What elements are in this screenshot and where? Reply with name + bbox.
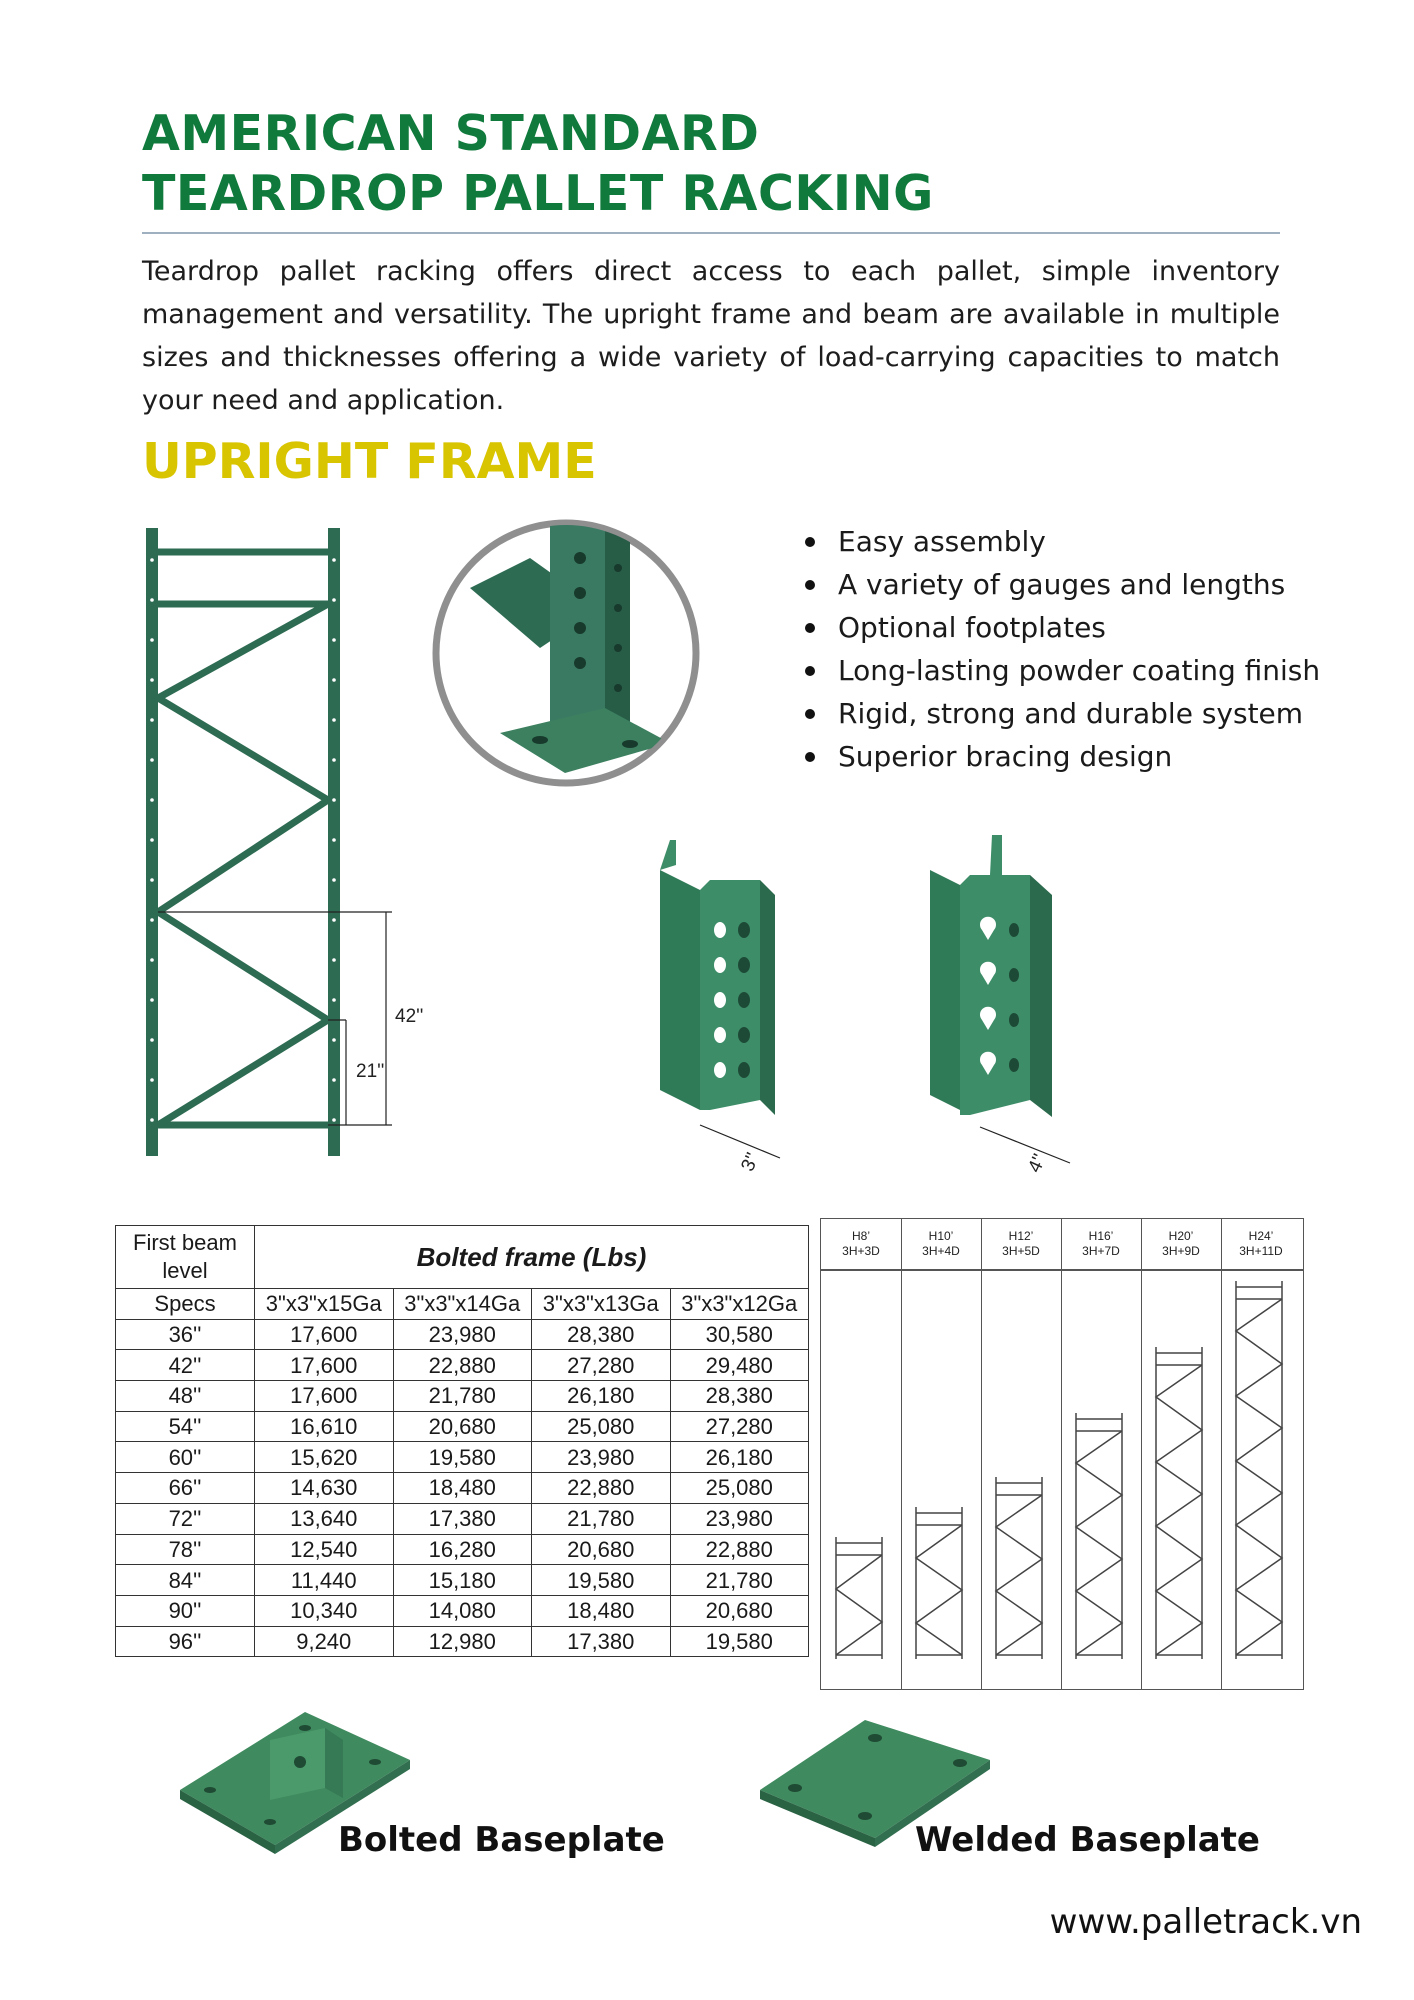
- table-cell: 20,680: [393, 1411, 532, 1442]
- load-capacity-table: [115, 1225, 809, 1657]
- feature-item: Superior bracing design: [800, 735, 1360, 778]
- table-cell: 21,780: [532, 1503, 671, 1534]
- table-cell: 14,080: [393, 1595, 532, 1626]
- bolted-baseplate-label: Bolted Baseplate: [338, 1820, 665, 1860]
- table-row: [116, 1381, 809, 1412]
- table-cell: 21,780: [670, 1565, 809, 1596]
- feature-item: A variety of gauges and lengths: [800, 563, 1360, 606]
- table-cell: 26,180: [532, 1381, 671, 1412]
- table-cell: 17,380: [532, 1626, 671, 1657]
- height-value: H10’: [928, 1229, 954, 1243]
- height-value: H24’: [1248, 1229, 1274, 1243]
- dimension-42-label: 42'': [395, 1006, 424, 1027]
- dimension-3-label: 3'': [737, 1149, 764, 1175]
- table-cell: 23,980: [393, 1319, 532, 1350]
- table-cell: 78'': [116, 1534, 255, 1565]
- frame-holes: [150, 558, 336, 1122]
- height-value: H12’: [1008, 1229, 1034, 1243]
- feature-item: Optional footplates: [800, 606, 1360, 649]
- table-cell: 11,440: [255, 1565, 394, 1596]
- intro-paragraph: Teardrop pallet racking offers direct access to each pallet, simple inventory management and versatility. The upright frame and beam are available in multiple sizes and thicknesses offering a wide variety of load-carrying capacities to match your need and application.: [142, 256, 1280, 416]
- table-cell: 96'': [116, 1626, 255, 1657]
- table-cell: 23,980: [532, 1442, 671, 1473]
- table-cell: 16,280: [393, 1534, 532, 1565]
- bolted-frame-header: Bolted frame (Lbs): [255, 1226, 809, 1289]
- table-row: [116, 1319, 809, 1350]
- upright-base-detail: [430, 518, 702, 788]
- table-cell: 26,180: [670, 1442, 809, 1473]
- table-cell: 66'': [116, 1473, 255, 1504]
- table-row: [116, 1626, 809, 1657]
- table-cell: 22,880: [532, 1473, 671, 1504]
- height-value: H16’: [1088, 1229, 1114, 1243]
- table-cell: 29,480: [670, 1350, 809, 1381]
- table-cell: 19,580: [393, 1442, 532, 1473]
- table-row: [116, 1411, 809, 1442]
- height-config: 3H+9D: [1162, 1244, 1200, 1258]
- table-cell: 72'': [116, 1503, 255, 1534]
- table-cell: 14,630: [255, 1473, 394, 1504]
- column-header: 3"x3"x15Ga: [255, 1289, 394, 1320]
- feature-item: Easy assembly: [800, 520, 1360, 563]
- table-cell: 54'': [116, 1411, 255, 1442]
- feature-item: Rigid, strong and durable system: [800, 692, 1360, 735]
- upright-column-4in: [910, 835, 1090, 1185]
- table-cell: 28,380: [670, 1381, 809, 1412]
- table-cell: 20,680: [532, 1534, 671, 1565]
- table-cell: 22,880: [670, 1534, 809, 1565]
- table-cell: 25,080: [670, 1473, 809, 1504]
- table-cell: 16,610: [255, 1411, 394, 1442]
- table-cell: 18,480: [532, 1595, 671, 1626]
- table-cell: 19,580: [670, 1626, 809, 1657]
- table-cell: 90'': [116, 1595, 255, 1626]
- table-cell: 18,480: [393, 1473, 532, 1504]
- table-cell: 15,620: [255, 1442, 394, 1473]
- table-cell: 9,240: [255, 1626, 394, 1657]
- table-cell: 17,380: [393, 1503, 532, 1534]
- dimension-21-label: 21'': [356, 1061, 385, 1082]
- feature-item: Long-lasting powder coating finish: [800, 649, 1360, 692]
- table-row: [116, 1503, 809, 1534]
- page-title: [142, 104, 1282, 224]
- table-cell: 22,880: [393, 1350, 532, 1381]
- table-cell: 17,600: [255, 1350, 394, 1381]
- website-url: www.palletrack.vn: [1049, 1902, 1362, 1942]
- title-line-1: AMERICAN STANDARD: [142, 105, 760, 162]
- title-line-2: TEARDROP PALLET RACKING: [142, 165, 934, 222]
- title-divider: [142, 232, 1280, 234]
- table-cell: 84'': [116, 1565, 255, 1596]
- table-cell: 21,780: [393, 1381, 532, 1412]
- table-row: [116, 1595, 809, 1626]
- table-cell: 42'': [116, 1350, 255, 1381]
- table-cell: 12,540: [255, 1534, 394, 1565]
- table-cell: 36'': [116, 1319, 255, 1350]
- column-header: 3"x3"x12Ga: [670, 1289, 809, 1320]
- table-row: [116, 1473, 809, 1504]
- table-cell: 27,280: [670, 1411, 809, 1442]
- table-cell: 17,600: [255, 1381, 394, 1412]
- table-row: [116, 1442, 809, 1473]
- table-cell: 12,980: [393, 1626, 532, 1657]
- table-cell: 28,380: [532, 1319, 671, 1350]
- upright-column-3in: [640, 840, 810, 1180]
- table-cell: 25,080: [532, 1411, 671, 1442]
- table-cell: 20,680: [670, 1595, 809, 1626]
- height-config: 3H+7D: [1082, 1244, 1120, 1258]
- column-header: 3"x3"x14Ga: [393, 1289, 532, 1320]
- height-value: H20’: [1168, 1229, 1194, 1243]
- specs-header: Specs: [116, 1289, 255, 1320]
- upright-frame-diagram: [130, 520, 450, 1160]
- table-row: [116, 1350, 809, 1381]
- table-row: [116, 1565, 809, 1596]
- table-cell: 17,600: [255, 1319, 394, 1350]
- table-cell: 27,280: [532, 1350, 671, 1381]
- table-cell: 19,580: [532, 1565, 671, 1596]
- dimension-4-label: 4'': [1024, 1150, 1051, 1176]
- column-header: 3"x3"x13Ga: [532, 1289, 671, 1320]
- table-spec-row: [116, 1289, 809, 1320]
- frame-height-chart: [820, 1218, 1304, 1690]
- section-title-upright-frame: UPRIGHT FRAME: [142, 433, 597, 490]
- feature-list: [800, 520, 1360, 778]
- height-config: 3H+4D: [922, 1244, 960, 1258]
- table-cell: 48'': [116, 1381, 255, 1412]
- dimension-lines: [158, 912, 392, 1125]
- table-header-row: [116, 1226, 809, 1289]
- welded-baseplate-label: Welded Baseplate: [915, 1820, 1260, 1860]
- height-config: 3H+11D: [1239, 1244, 1283, 1258]
- table-cell: 30,580: [670, 1319, 809, 1350]
- table-row: [116, 1534, 809, 1565]
- table-cell: 13,640: [255, 1503, 394, 1534]
- table-cell: 10,340: [255, 1595, 394, 1626]
- table-cell: 60'': [116, 1442, 255, 1473]
- table-cell: 23,980: [670, 1503, 809, 1534]
- frame-structure: [146, 528, 340, 1156]
- table-cell: 15,180: [393, 1565, 532, 1596]
- first-beam-level-header: First beam level: [116, 1226, 255, 1289]
- height-config: 3H+3D: [842, 1244, 880, 1258]
- height-value: H8’: [851, 1229, 870, 1243]
- frame-height-drawings: [821, 1219, 1303, 1689]
- height-config: 3H+5D: [1002, 1244, 1040, 1258]
